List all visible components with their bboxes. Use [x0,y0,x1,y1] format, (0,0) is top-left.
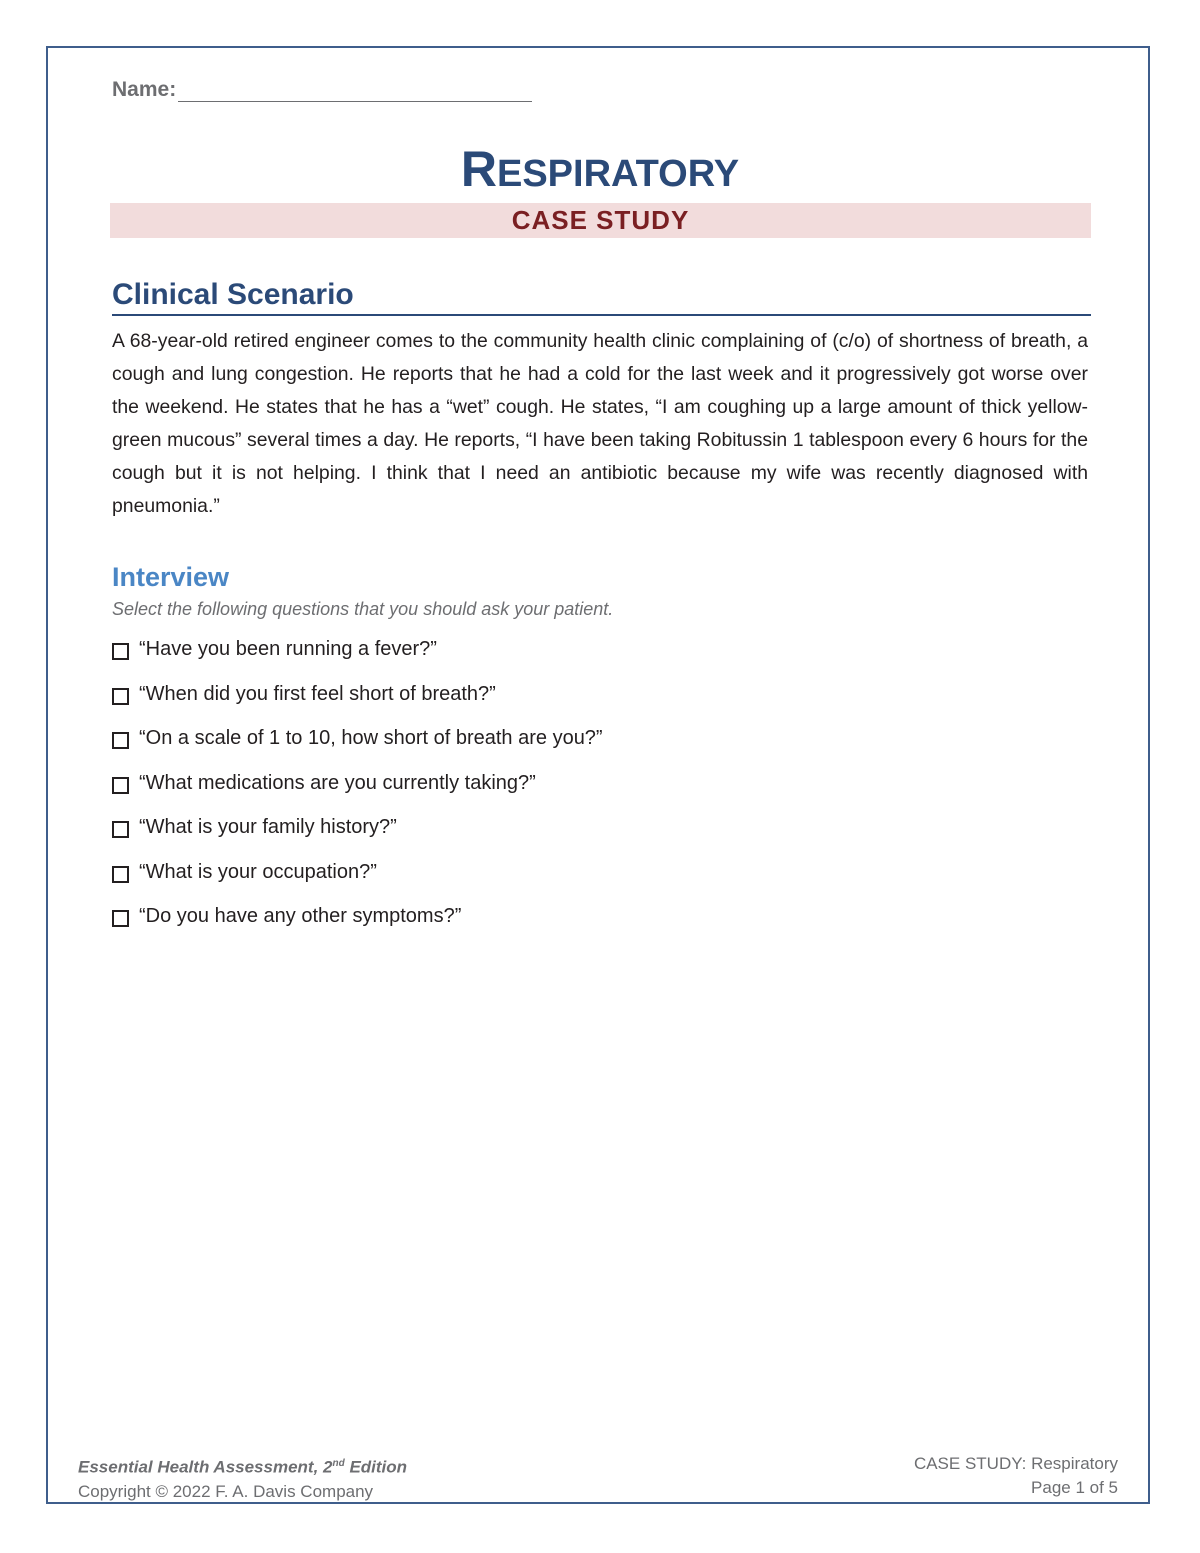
checkbox-icon[interactable] [112,866,129,883]
case-label: CASE STUDY: Respiratory [913,1454,1118,1473]
footer-right [914,1452,1118,1500]
page-title [0,140,1200,198]
question-text: “Do you have any other symptoms?” [139,905,462,927]
book-title [78,1452,407,1480]
checkbox-icon[interactable] [112,777,129,794]
question-text: “What is your occupation?” [139,860,377,883]
question-list [112,638,603,950]
clinical-scenario-heading: Clinical Scenario [112,278,1091,316]
copyright: Copyright © 2022 F. A. Davis Company [78,1481,374,1501]
question-text: “What is your family history?” [139,816,397,838]
interview-instruction: Select the following questions that you should ask your patient. [112,599,614,619]
name-label: Name: [112,78,177,101]
title-first-letter: R [460,141,497,197]
edition-word: Edition [344,1457,408,1477]
question-text: “Have you been running a fever?” [139,638,437,660]
question-item[interactable] [112,638,603,683]
question-item[interactable] [112,861,603,906]
question-item[interactable] [112,816,603,861]
checkbox-icon[interactable] [112,688,129,705]
question-text: “When did you first feel short of breath?” [139,682,496,705]
question-text: “What medications are you currently taking?” [139,771,536,794]
checkbox-icon[interactable] [112,643,129,660]
edition-superscript: nd [332,1458,345,1469]
book-title-text: Essential Health Assessment, 2 [78,1457,333,1477]
subtitle: CASE STUDY [511,205,690,235]
checkbox-icon[interactable] [112,910,129,927]
title-rest: ESPIRATORY [496,153,740,195]
question-item[interactable] [112,727,603,772]
question-item[interactable] [112,683,603,728]
question-item[interactable] [112,772,603,817]
checkbox-icon[interactable] [112,732,129,749]
footer-left [78,1452,407,1504]
name-blank-line[interactable] [178,81,532,102]
name-field [112,78,532,102]
question-item[interactable] [112,905,603,950]
interview-heading: Interview [112,562,230,592]
subtitle-band [110,203,1091,238]
checkbox-icon[interactable] [112,821,129,838]
question-text: “On a scale of 1 to 10, how short of breath are you?” [139,727,603,749]
page-number: Page 1 of 5 [1031,1478,1118,1497]
clinical-scenario-text: A 68-year-old retired engineer comes to the community health clinic complaining of (c/o) of shortness of breath, a cough and lung congestion. He reports that he had a cold for the last week and it progressively got worse over the weekend. He states that he has a “wet” cough. He states, “I am coughing up a large amount of thick yellow-green mucous” several times a day. He reports, “I have been taking Robitussin 1 tablespoon every 6 hours for the cough but it is not helping. I think that I need an antibiotic because my wife was recently diagnosed with pneumonia.” [112,330,1088,517]
